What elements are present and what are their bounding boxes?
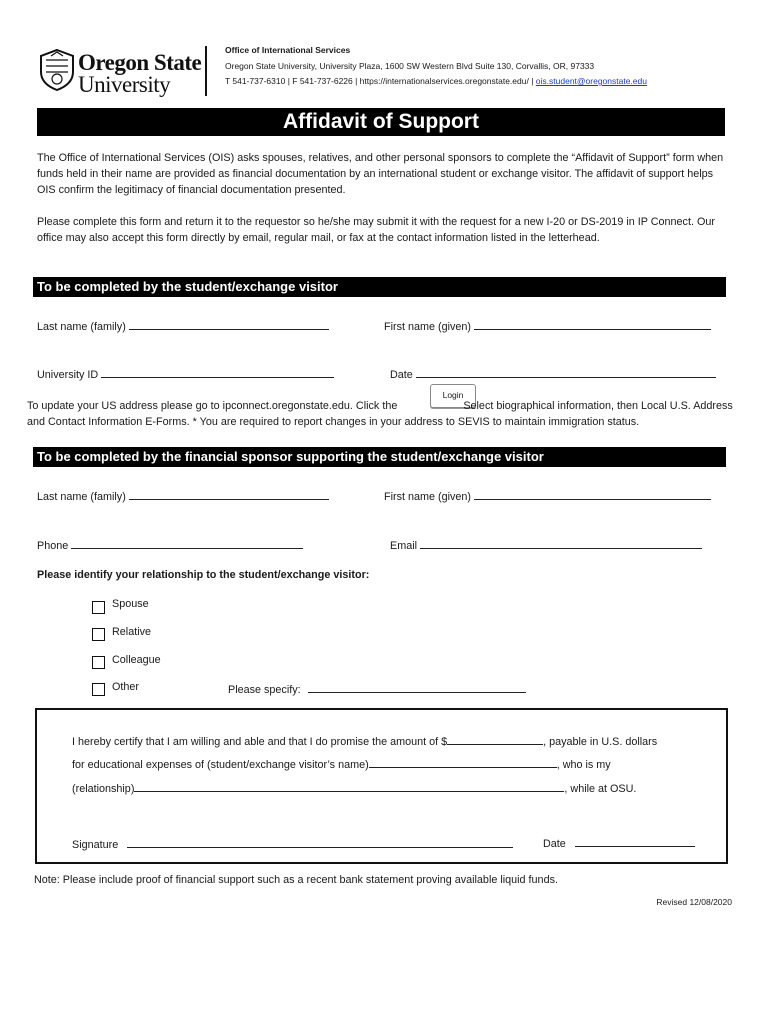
certification-line-1: [72, 733, 657, 748]
colleague-checkbox[interactable]: [92, 656, 105, 669]
student-first-name-label: First name (given): [384, 321, 471, 333]
revised-date: Revised 12/08/2020: [656, 897, 732, 907]
please-specify-line[interactable]: [308, 681, 526, 693]
cert-line3-prefix: (relationship): [72, 783, 135, 795]
cert-line2-prefix: for educational expenses of (student/exchange visitor’s name): [72, 759, 369, 771]
office-address: Oregon State University, University Plaza, 1600 SW Western Blvd Suite 130, Corvallis, OR, 97333: [225, 61, 595, 71]
intro-paragraph-2: Please complete this form and return it to the requestor so he/she may submit it with the request for a new I-20 or DS-2019 in IP Connect. Our office may also accept this form directly by email, regular mail, or fax at the contact information listed in the letterhead.: [37, 216, 715, 244]
sponsor-last-name-label: Last name (family): [37, 491, 126, 503]
header-divider: [205, 46, 207, 96]
address-note-part2: Select biographical information, then Local U.S. Address and Contact Information E-Forms. * You are required to report changes in your address to SEVIS to maintain immigration status.: [27, 400, 733, 428]
student-date-field[interactable]: [390, 366, 716, 381]
university-id-line[interactable]: [101, 366, 334, 378]
email-label: Email: [390, 540, 417, 552]
office-name: Office of International Services: [225, 45, 351, 55]
student-date-line[interactable]: [416, 366, 716, 378]
student-name-line[interactable]: [369, 756, 557, 768]
footer-note: Note: Please include proof of financial support such as a recent bank statement proving available liquid funds.: [34, 874, 558, 886]
student-first-name-field[interactable]: [384, 318, 711, 333]
cert-line3-suffix: , while at OSU.: [564, 783, 637, 795]
student-last-name-line[interactable]: [129, 318, 329, 330]
phone-field[interactable]: [37, 537, 303, 552]
please-specify-label: Please specify:: [228, 684, 301, 696]
osu-seal-icon: [37, 48, 77, 92]
cert-line1-suffix: , payable in U.S. dollars: [543, 736, 658, 748]
colleague-label: Colleague: [112, 654, 161, 666]
spouse-checkbox[interactable]: [92, 601, 105, 614]
relationship-prompt: Please identify your relationship to the student/exchange visitor:: [37, 569, 370, 581]
university-id-label: University ID: [37, 369, 99, 381]
phone-line[interactable]: [71, 537, 303, 549]
student-last-name-label: Last name (family): [37, 321, 126, 333]
other-checkbox[interactable]: [92, 683, 105, 696]
certification-date-line[interactable]: [575, 835, 695, 847]
student-first-name-line[interactable]: [474, 318, 711, 330]
please-specify-field[interactable]: [228, 681, 526, 696]
student-last-name-field[interactable]: [37, 318, 329, 333]
address-note-part1: To update your US address please go to ipconnect.oregonstate.edu. Click the: [27, 400, 398, 412]
sponsor-last-name-line[interactable]: [129, 488, 329, 500]
spouse-label: Spouse: [112, 598, 149, 610]
intro-paragraph-1: The Office of International Services (OIS) asks spouses, relatives, and other personal sponsors to complete the “Affidavit of Support” form when funds held in their name are provided as financial documentation by an international student or exchange visitor. The affidavit of support helps OIS confirm the legitimacy of financial documentation presented.: [37, 152, 724, 196]
sponsor-section-heading: To be completed by the financial sponsor supporting the student/exchange visitor: [33, 447, 726, 467]
signature-field[interactable]: [72, 836, 513, 851]
student-date-label: Date: [390, 369, 413, 381]
certification-date-label: Date: [543, 838, 566, 850]
logo-line2: University: [78, 72, 171, 97]
office-contact-text: T 541-737-6310 | F 541-737-6226 | https://internationalservices.oregonstate.edu/ |: [225, 76, 534, 86]
office-email-link[interactable]: ois.student@oregonstate.edu: [535, 76, 647, 86]
email-line[interactable]: [420, 537, 702, 549]
sponsor-first-name-field[interactable]: [384, 488, 711, 503]
amount-line[interactable]: [447, 733, 543, 745]
logo-line1: Oregon State: [78, 50, 202, 75]
sponsor-last-name-field[interactable]: [37, 488, 329, 503]
other-label: Other: [112, 681, 140, 693]
relationship-line[interactable]: [134, 780, 564, 792]
cert-line1-prefix: I hereby certify that I am willing and able and that I do promise the amount of $: [72, 736, 448, 748]
login-button[interactable]: Login: [430, 384, 476, 408]
certification-line-3: [72, 780, 636, 795]
sponsor-first-name-label: First name (given): [384, 491, 471, 503]
sponsor-first-name-line[interactable]: [474, 488, 711, 500]
office-contact: [225, 76, 647, 86]
student-section-heading: To be completed by the student/exchange visitor: [33, 277, 726, 297]
certification-line-2: [72, 756, 611, 771]
relative-label: Relative: [112, 626, 152, 638]
phone-label: Phone: [37, 540, 69, 552]
email-field[interactable]: [390, 537, 702, 552]
signature-line[interactable]: [127, 836, 513, 848]
cert-line2-suffix: , who is my: [556, 759, 611, 771]
address-update-note: [27, 398, 742, 430]
university-id-field[interactable]: [37, 366, 334, 381]
signature-label: Signature: [72, 839, 119, 851]
page-title: Affidavit of Support: [37, 108, 725, 136]
relative-checkbox[interactable]: [92, 628, 105, 641]
certification-date-field[interactable]: [543, 835, 695, 850]
